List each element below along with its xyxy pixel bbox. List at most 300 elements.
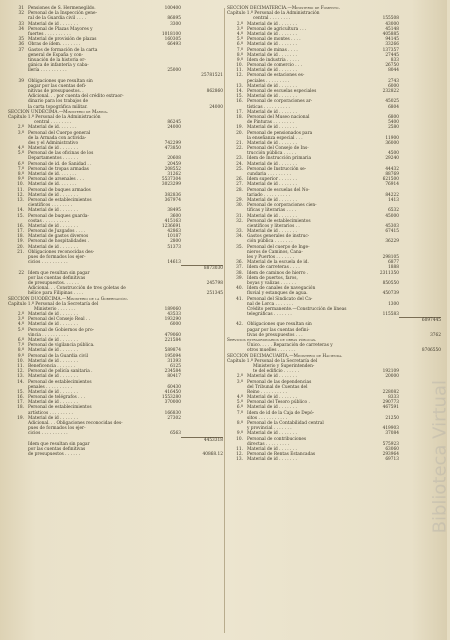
line-number: 6.º <box>17 161 24 167</box>
amount: 27302 <box>167 415 181 421</box>
amount: 20608 <box>167 156 181 162</box>
amount: 5400 <box>388 120 399 126</box>
line-text: Departamentos . . . . . . <box>28 156 78 162</box>
total-amount: 8706550 <box>421 348 441 354</box>
line-number: 2.º <box>17 312 24 318</box>
line-text: por las cuentas definitivas <box>28 446 86 452</box>
line-text: Material de gastos diversos <box>28 234 89 240</box>
line-number: 2.º <box>236 374 243 380</box>
line-number: 9.º <box>236 431 243 437</box>
amount: 67415 <box>385 229 399 235</box>
total-amount: 862860 <box>206 89 223 94</box>
line-text: des y el Administrativo <box>28 140 79 146</box>
line-number: 19. <box>17 415 24 421</box>
amount: 11900 <box>385 135 399 141</box>
line-number: 3.º <box>236 379 243 385</box>
line-text: boyas y valizas . . . . . . <box>247 280 296 286</box>
amount: 1236691 <box>161 223 181 229</box>
amount: 221584 <box>164 338 181 343</box>
line-number: 5.º <box>17 327 24 333</box>
amount: 3300 <box>170 21 181 27</box>
line-number: 13. <box>236 457 243 463</box>
amount: 45000 <box>385 213 399 219</box>
line-text: Obligaciones que resultan sin <box>28 78 93 84</box>
amount: 36000 <box>385 140 399 146</box>
line-number: 3.º <box>236 26 243 32</box>
line-number: 31. <box>236 213 243 219</box>
line-text: Adicional. . . por cuenta del crédito extraor- <box>28 94 124 100</box>
line-number: 16. <box>236 99 243 105</box>
line-text: Personal de arsenales . . . <box>28 177 84 183</box>
line-number: 30. <box>236 203 243 209</box>
line-text: llería . . . . . . . . . . <box>28 68 67 74</box>
line-number: 9.º <box>236 57 243 63</box>
amount: 166830 <box>164 410 181 416</box>
amount: 189060 <box>164 306 181 312</box>
amount: 6000 <box>388 83 399 89</box>
amount: 76914 <box>385 182 399 188</box>
line-number: 39 <box>18 78 24 84</box>
line-text: Material de id . . . . . . . <box>28 322 78 328</box>
amount: 6800 <box>388 114 399 120</box>
amount: 20000 <box>385 374 399 380</box>
line-text: Personal de vigilancia pública. <box>28 343 95 349</box>
line-text: Personal de agricultura . . . <box>247 26 307 32</box>
line-text: Material de id . . . . . . . <box>247 374 297 380</box>
amount: 14613 <box>167 260 181 266</box>
line-number: 33 <box>18 21 24 27</box>
amount: 193290 <box>164 317 181 323</box>
line-number: 11. <box>236 446 243 452</box>
line-text: Personal de establecimientos <box>247 218 311 224</box>
line-text: fluvial y estanques de agua. <box>247 291 308 297</box>
total-amount: 40868.12 <box>202 452 223 458</box>
line-text: científicos y literarios . . <box>247 223 300 229</box>
line-text: Material de id . . . . . . . <box>28 146 78 152</box>
line-text: tísticas . . . . . . . . . . <box>247 104 290 110</box>
amount: 6125 <box>170 363 181 369</box>
line-number: 11. <box>17 363 24 369</box>
line-text: Personal de las dependencias <box>247 379 312 385</box>
line-text: Material de id . . . . . . . <box>28 338 78 343</box>
amount: 419903 <box>382 426 399 432</box>
line-text: Material de id. . . . . . . <box>28 182 77 188</box>
line-number: 2.º <box>236 21 243 27</box>
line-text: Personal del Consejo de Ins- <box>247 146 309 152</box>
amount: 4500 <box>388 151 399 157</box>
amount: 1300 <box>388 301 399 307</box>
line-number: 21. <box>17 249 24 255</box>
line-text: Material de id . . . . . . . <box>247 52 297 58</box>
line-text: de presupuestos . . . . . . <box>28 452 81 458</box>
line-number: 37. <box>236 265 243 271</box>
line-text: penales . . . . . . . . . . <box>28 384 73 390</box>
line-number: 32 <box>18 11 24 17</box>
line-text: nal de Lorca . . . . . . . <box>247 301 294 307</box>
line-text: Idem de industria . . . . . <box>247 57 300 63</box>
line-number: 18. <box>236 114 243 120</box>
line-text: hélice para Filipinas . . . . <box>28 291 84 297</box>
line-text: Pensiones de S. Hermenegildo. <box>28 6 96 11</box>
line-text: Material de id . . . . . . . <box>28 208 78 214</box>
line-number: 23. <box>236 156 243 162</box>
line-number: 13. <box>17 197 24 203</box>
amount: 29240 <box>385 156 399 162</box>
line-text: Personal de la Contabilidad central <box>247 421 324 426</box>
amount: 195094 <box>164 353 181 359</box>
amount: 228082 <box>382 389 399 395</box>
line-text: gánica de infantería y caba- <box>28 63 89 69</box>
line-number: 17. <box>17 229 24 235</box>
line-number: 5.º <box>17 151 24 157</box>
line-text: Personal de establecimientos <box>28 379 92 385</box>
line-text: la carta topográfica militar. <box>28 104 88 110</box>
line-text: Personal de Instrucción se- <box>247 166 307 172</box>
amount: 86895 <box>167 16 181 22</box>
amount: 382836 <box>164 192 181 198</box>
line-number: 15. <box>17 213 24 219</box>
line-number: 8.º <box>17 172 24 177</box>
line-text: Material de id . . . . . . . <box>247 21 297 27</box>
total-amount: 25781521 <box>201 73 223 79</box>
line-text: Material de id . . . . . . . <box>28 358 78 364</box>
amount: 415163 <box>164 218 181 224</box>
line-number: 18. <box>17 234 24 240</box>
line-number: 14. <box>236 89 243 94</box>
line-text: Material de id . . . . . . . <box>247 31 297 37</box>
amount: 6000 <box>170 322 181 328</box>
amount: 25000 <box>167 68 181 74</box>
line-text: pues de formados los ejer- <box>28 255 86 260</box>
amount: 6877 <box>388 260 399 266</box>
line-number: 16. <box>17 223 24 229</box>
amount: 450739 <box>382 291 399 297</box>
amount: 115583 <box>382 312 399 318</box>
line-number: 10. <box>236 63 243 69</box>
amount: 63060 <box>385 446 399 452</box>
line-text: Personal de escuelas del No- <box>247 187 310 193</box>
line-number: 20. <box>17 244 24 250</box>
line-text: Material de la escuela de id. <box>247 260 309 266</box>
line-text: Idem de canales de navegación <box>247 286 316 292</box>
line-text: tinuación de la historia or- <box>28 57 86 63</box>
line-text: Capítulo 1.º Personal de la Secretaría del <box>227 358 318 364</box>
line-number: 36 <box>18 42 24 48</box>
line-text: central . . . . . . . . <box>34 120 72 126</box>
line-number: 24. <box>236 161 243 167</box>
line-text: Idem superior . . . . . . . <box>247 177 297 183</box>
amount: 479060 <box>164 332 181 338</box>
line-text: Personal de la Inspección gene- <box>28 11 98 17</box>
line-number: 34. <box>236 234 243 240</box>
line-number: 37 <box>18 47 24 53</box>
amount: 31393 <box>167 358 181 364</box>
line-text: Personal de telégrafos . . . <box>28 395 85 401</box>
line-number: 6.º <box>236 42 243 48</box>
left-column <box>8 6 223 457</box>
line-number: 12. <box>17 369 24 375</box>
line-text: Material de id . . . . . . . <box>247 83 297 89</box>
line-text: Ministerio y Superintenden- <box>253 363 315 369</box>
amount: 26750 <box>385 63 399 69</box>
total-amount: 8873030 <box>181 265 223 271</box>
line-number: 12. <box>236 452 243 458</box>
line-text: dinario para los trabajos de <box>28 99 89 105</box>
amount: 290773 <box>382 400 399 406</box>
line-text: Personal de pensionados para <box>247 130 313 136</box>
line-text: Material de id . . . . . . . <box>247 140 297 146</box>
line-text: Material de id . . . . . . . <box>247 229 297 235</box>
line-text: científicos . . . . . . . . <box>28 203 73 209</box>
line-text: Material de id . . . . . . . <box>28 389 78 395</box>
line-number: 22 <box>18 270 24 276</box>
line-text: de presupuestos. . . . . . <box>28 280 79 286</box>
line-number: 16. <box>17 395 24 401</box>
amount: 850550 <box>382 280 399 286</box>
line-text: Personal de contribuciones <box>247 436 307 442</box>
amount: 60430 <box>167 384 181 390</box>
amount: 1553280 <box>161 395 181 401</box>
line-number: 15. <box>236 94 243 100</box>
line-number: 9.º <box>17 353 24 359</box>
line-number: 3.º <box>17 130 24 136</box>
line-text: Material de provisión de plazas <box>28 37 97 43</box>
line-text: Material de id . . . . . . . <box>247 94 297 100</box>
amount: 43533 <box>167 312 181 318</box>
line-number: 31 <box>18 6 24 11</box>
line-number: 19. <box>17 239 24 245</box>
line-text: Material de id . . . . . . . <box>28 374 78 380</box>
line-number: 25. <box>236 166 243 172</box>
line-text: Personal del Cuerpo general <box>28 130 91 136</box>
amount: 43000 <box>385 21 399 27</box>
line-number: 6.º <box>17 338 24 343</box>
amount: 2800 <box>170 239 181 245</box>
line-text: nitivas de presupuestos. . <box>28 89 84 94</box>
column-divider <box>224 8 225 633</box>
line-text: Personal de la Guardia civil <box>28 353 88 359</box>
amount: 66493 <box>167 42 181 48</box>
line-number: 7.º <box>236 410 243 416</box>
line-number: 7.º <box>17 343 24 349</box>
line-text: costas . . . . . . . . . . <box>28 218 70 224</box>
line-text: Beneficencia . . . . . . . <box>28 363 76 369</box>
line-number: 4.º <box>236 31 243 37</box>
line-text: Material de id . . . . . . . <box>247 197 297 203</box>
line-text: Personal de Gobiernos de pro- <box>28 327 94 333</box>
line-text: Personal del Sindicato del Ca- <box>247 296 313 302</box>
line-number: 40. <box>236 286 243 292</box>
amount: 8333 <box>388 395 399 401</box>
amount: 3023299 <box>161 182 181 188</box>
line-text: Personal de corporaciones ar- <box>247 99 313 105</box>
budget-line <box>8 452 223 457</box>
line-number: 28. <box>236 187 243 193</box>
line-text: cicios . . . . . . . . . . <box>28 260 68 266</box>
amount: 6563 <box>170 431 181 437</box>
line-text: Personal del Tesoro público . <box>247 400 310 406</box>
total-amount: 6097445 <box>399 317 441 323</box>
line-text: Personal de las oficinas de los <box>28 151 94 157</box>
line-text: Material de id . . . . . . . <box>247 42 297 48</box>
amount: 37084 <box>385 431 399 437</box>
line-number: 5.º <box>236 37 243 43</box>
amount: 467591 <box>382 405 399 411</box>
line-text: cicios . . . . . . . . . . <box>28 431 68 437</box>
line-text: Material de id . . . . . . . <box>247 182 297 188</box>
line-number: 7.º <box>17 166 24 172</box>
line-number: 38. <box>236 270 243 276</box>
amount: 6804 <box>388 104 399 110</box>
line-number: 17. <box>17 400 24 406</box>
line-number: 8.º <box>236 421 243 426</box>
watermark: Biblioteca Virtual <box>429 380 450 534</box>
line-text: Idem de carreteras . . . . <box>247 265 300 271</box>
amount: 405885 <box>382 31 399 37</box>
line-number: 18. <box>17 405 24 411</box>
line-number: 34 <box>18 26 24 32</box>
line-text: Material de id. . . . . . . <box>28 172 77 177</box>
total-amount: 251345 <box>206 291 223 297</box>
amount: 3600 <box>170 213 181 219</box>
amount: 293964 <box>382 452 399 458</box>
line-text: SECCION UNDÉCIMA.—Ministerio de Marina. <box>8 109 109 115</box>
line-number: 8.º <box>17 348 24 354</box>
line-text: SECCION DECIMACUARTA.—Ministerio de Hacienda. <box>227 353 343 359</box>
line-text: telegráficas . . . . . . . <box>247 312 292 318</box>
line-number: 10. <box>236 436 243 442</box>
line-text: tariado . . . . . . . . . . <box>247 192 290 198</box>
line-text: tivas de presupuestos . . . <box>247 332 303 338</box>
line-text: Personal del Museo nacional <box>247 114 310 120</box>
line-text: Servicios extraordinarios de obras públicas. <box>227 338 317 343</box>
line-text: Personal de corporaciones cien- <box>247 203 317 209</box>
line-text: Material de id . . . . . . . <box>28 244 78 250</box>
amount: 192109 <box>382 369 399 375</box>
amount: 160305 <box>164 37 181 43</box>
amount: 575923 <box>382 441 399 447</box>
line-text: Capítulo 1.º Personal de la Administración <box>227 11 320 17</box>
line-number: 2.º <box>17 125 24 131</box>
line-text: trucción pública . . . . . <box>247 151 297 157</box>
line-number: 21. <box>236 140 243 146</box>
line-text: general de España y con- <box>28 52 83 58</box>
line-text: Idem de id de la Caja de Depó- <box>247 410 315 416</box>
line-number: 20. <box>236 130 243 136</box>
line-number: 29. <box>236 197 243 203</box>
line-text: Material de id . . . . . . . <box>247 431 297 437</box>
total-amount: 4453318 <box>181 437 223 443</box>
amount: 36229 <box>385 239 399 245</box>
budget-line <box>227 457 441 462</box>
line-text: Personal del cuerpo de Inge- <box>247 244 310 250</box>
line-text: Adicional. . . Construcción de tres goletas de <box>28 286 126 292</box>
amount: 27445 <box>385 52 399 58</box>
line-text: Ministerio . . . . . . . <box>34 306 76 312</box>
line-number: 32. <box>236 218 243 224</box>
line-text: y provincial . . . . . . . <box>247 426 292 432</box>
line-number: 35. <box>236 244 243 250</box>
line-number: 12. <box>236 73 243 79</box>
line-number: 35 <box>18 37 24 43</box>
amount: 137357 <box>382 47 399 53</box>
line-text: Material de id . . . . . . . <box>247 109 297 115</box>
line-text: ción pública . . . . . . . <box>247 239 293 245</box>
line-text: Personal de escuelas especiales <box>247 89 317 94</box>
line-text: Único. . . . . Reparación de carreteras y <box>247 343 333 349</box>
amount: 5537304 <box>161 177 181 183</box>
line-text: vincia . . . . . . . . . . <box>28 332 69 338</box>
line-text: Obras de ídem. . . . . . . . <box>28 42 81 48</box>
line-number: 10. <box>17 182 24 188</box>
line-text: ral de la Guardia civil . . . . <box>28 16 87 22</box>
amount: 2743 <box>388 78 399 84</box>
amount: 8044 <box>388 68 399 74</box>
line-text: Material de id . . . . . . . <box>28 312 78 318</box>
amount: 2311350 <box>379 270 399 276</box>
line-number: 10. <box>17 358 24 364</box>
line-number: 27. <box>236 182 243 188</box>
line-number: 4.º <box>236 395 243 401</box>
total-amount: 245798 <box>206 280 223 286</box>
line-number: 5.º <box>236 400 243 406</box>
line-text: Personal de buques armados <box>28 187 91 193</box>
line-text: Personal de policía sanitaria . <box>28 369 93 375</box>
amount: 6532 <box>388 208 399 214</box>
amount: 86245 <box>167 120 181 126</box>
line-text: tíficas y literarias . . . . <box>247 208 297 214</box>
line-number: 7.º <box>236 47 243 53</box>
line-text: otros muelles . . . . . . . <box>247 348 296 354</box>
line-number: 26. <box>236 177 243 183</box>
amount: 155508 <box>382 16 399 22</box>
line-text: Personal de comercio . . . <box>247 63 303 69</box>
line-text: Material de id . . . . . . . <box>28 348 78 354</box>
line-number: 9.º <box>17 177 24 183</box>
amount: 21250 <box>385 415 399 421</box>
line-text: Personal de id. de Sanidad . . <box>28 161 92 167</box>
line-text: Capítulo 1.º Personal de la Secretaría del <box>8 301 99 307</box>
line-text: nieros de Caminos, Cana- <box>247 249 303 255</box>
line-text: Material de id . . . . . . . <box>247 125 297 131</box>
line-text: les y Puertos . . . . . . . <box>247 255 295 260</box>
line-text: Material de id . . . . . . . <box>28 223 78 229</box>
line-text: Crédito permanente.—Construcción de líneas <box>247 306 347 312</box>
line-text: Material de id . . . . . . . <box>28 192 78 198</box>
line-number: 13. <box>236 83 243 89</box>
line-text: artísticos . . . . . . . . . <box>28 410 73 416</box>
line-number: 33. <box>236 229 243 235</box>
line-text: del Tribunal de Cuentas del <box>247 384 308 390</box>
line-text: Material de id . . . . . . . <box>247 161 297 167</box>
line-text: Material de id . . . . . . . <box>247 457 297 463</box>
amount: 208552 <box>164 166 181 172</box>
amount: 33266 <box>385 42 399 48</box>
amount: 589874 <box>164 348 181 354</box>
line-text: Personal de Plazas Mayores y <box>28 26 93 32</box>
line-text: Personal de estaciones es- <box>247 73 305 79</box>
line-text: Personal de establecimientos <box>28 197 92 203</box>
line-text: Idem que resultan sin pagar <box>28 441 90 447</box>
amount: 833 <box>390 57 399 63</box>
line-number: 8.º <box>236 52 243 58</box>
line-text: Personal de establecimientos <box>28 405 92 411</box>
line-text: Personal del Consejo Real . . <box>28 317 91 323</box>
line-text: Idem de caminos de hierro . <box>247 270 309 276</box>
amount: 1888 <box>388 265 399 271</box>
line-number: 19. <box>236 125 243 131</box>
line-text: por las cuentas definitivas <box>28 275 86 281</box>
